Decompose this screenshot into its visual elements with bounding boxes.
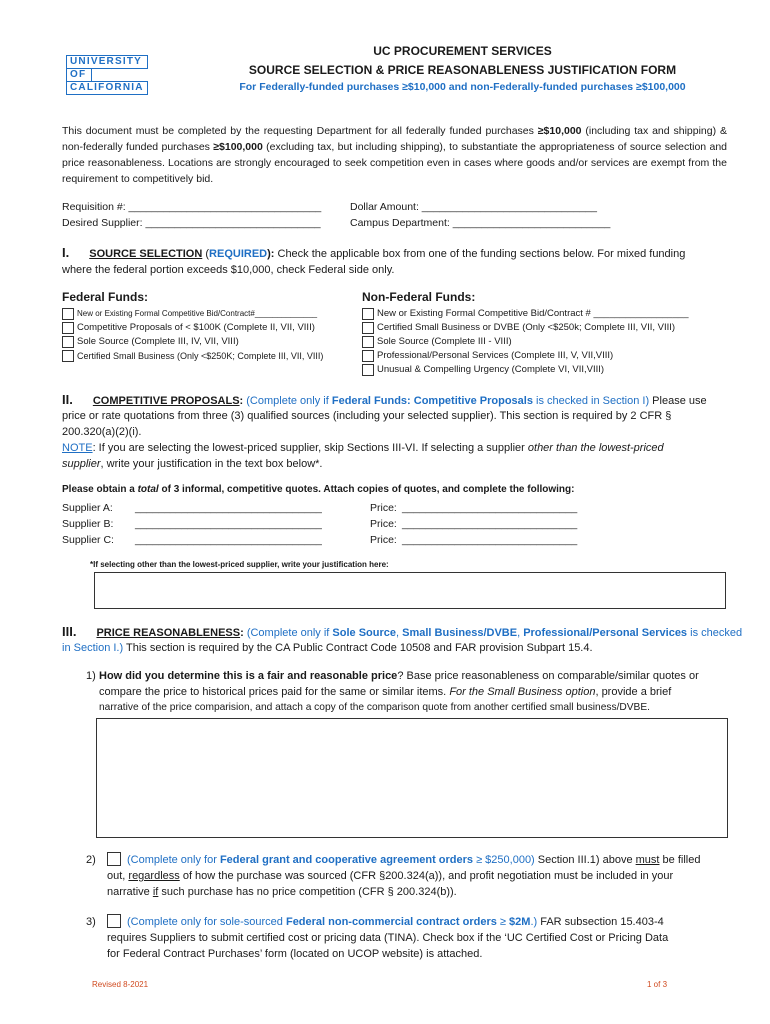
page-number: 1 of 3 (647, 980, 668, 989)
uc-logo (66, 56, 148, 95)
section-2-text-3: 200.320(a)(2)(i). (62, 426, 142, 438)
question-1-number: 1) (86, 670, 96, 682)
checkbox[interactable] (362, 322, 374, 334)
checkbox[interactable] (62, 350, 74, 362)
supplier-c-label: Supplier C: (62, 534, 114, 546)
section-2-text-d: Please use (649, 395, 707, 407)
section-3-text-3: , (396, 627, 403, 639)
header-title: UC PROCUREMENT SERVICES (373, 44, 552, 58)
question-1-line-2 (99, 684, 727, 700)
option-label: Sole Source (Complete III - VIII) (377, 336, 512, 347)
section-3-colon: : (240, 627, 247, 639)
note-text-a: : If you are selecting the lowest-priced supplier, skip Sections III-VI. If selecting a supplier (92, 442, 528, 454)
section-2-text-c: is checked in Section I) (532, 395, 650, 407)
question-2-text-l: such purchase has no price competition (CFR § 200.324(b)). (158, 886, 457, 898)
question-2-text-k: if (152, 886, 159, 898)
question-3-checkbox-wrap (107, 914, 129, 931)
intro-text-a: This document must be completed by the requesting Department for all federally funded purchases (62, 125, 538, 137)
section-1-text-2: where the federal portion exceeds $10,000, check Federal side only. (62, 264, 395, 276)
checkbox[interactable] (62, 322, 74, 334)
section-2-text-a: (Complete only if (243, 395, 332, 407)
intro-text-d: ≥$100,000 (213, 141, 263, 153)
nonfederal-option-formal-bid[interactable] (362, 307, 689, 321)
campus-department-field[interactable]: Campus Department: ___________________________ (350, 217, 611, 229)
section-3-text-1: (Complete only if (246, 627, 333, 639)
question-2-line-2 (107, 868, 727, 884)
question-2-text-c: ≥ $250,000) (473, 854, 535, 866)
nonfederal-option-sole-source[interactable] (362, 335, 689, 349)
note-text-c: supplier (62, 458, 101, 470)
section-2-heading (62, 392, 742, 409)
question-2-checkbox[interactable] (107, 852, 121, 866)
question-2-text-e: must (635, 854, 660, 866)
price-c-field[interactable]: ______________________________ (402, 534, 578, 546)
supplier-b-field[interactable]: ________________________________ (135, 518, 322, 530)
question-1-text-c: For the Small Business option (449, 686, 596, 698)
revision-date: Revised 8-2021 (92, 980, 149, 989)
price-reasonableness-textbox[interactable] (96, 718, 728, 838)
price-a-field[interactable]: ______________________________ (402, 502, 578, 514)
section-1-text-1: Check the applicable box from one of the funding sections below. For mixed funding (274, 248, 686, 260)
section-3-text-9: This section is required by the CA Public Contract Code 10508 and FAR provision Subpart 15.4. (123, 642, 593, 654)
question-2-text-h: regardless (128, 870, 180, 882)
federal-option-formal-bid[interactable] (62, 307, 323, 321)
requisition-field[interactable]: Requisition #: _________________________________ (62, 201, 322, 213)
federal-funds-heading: Federal Funds: (62, 290, 149, 304)
dollar-amount-field[interactable]: Dollar Amount: ______________________________ (350, 201, 597, 213)
section-1-paren-close: ): (267, 248, 275, 260)
question-2-text-f: be filled (659, 854, 701, 866)
non-federal-funds-heading: Non-Federal Funds: (362, 290, 476, 304)
question-3-text-e: .) (530, 916, 538, 928)
section-2-title: COMPETITIVE PROPOSALS (92, 395, 240, 407)
form-header (180, 42, 745, 94)
section-3-title: PRICE REASONABLENESS (96, 627, 241, 639)
federal-funds-options (62, 307, 323, 363)
supplier-labels (62, 500, 114, 548)
intro-text-c: (including tax and shipping) & non-federally funded purchases (62, 125, 727, 153)
question-3-text-c: ≥ (496, 916, 510, 928)
federal-option-small-business[interactable] (62, 349, 323, 363)
non-federal-funds-options (362, 307, 689, 377)
intro-paragraph (62, 123, 727, 187)
federal-option-competitive-proposals[interactable] (62, 321, 323, 335)
question-3-text-a: (Complete only for sole-sourced (127, 916, 286, 928)
question-3-text-f: FAR subsection 15.403-4 (537, 916, 664, 928)
question-2-text-i: of how the purchase was sourced (CFR §200.324(a)), and profit negotiation must be included in your (179, 870, 674, 882)
question-2-number: 2) (86, 854, 96, 866)
section-3-heading (62, 624, 743, 641)
section-2-numeral: II. (62, 392, 73, 407)
nonfederal-option-professional-services[interactable] (362, 349, 689, 363)
section-2-text-b: Federal Funds: Competitive Proposals (331, 395, 533, 407)
option-label: New or Existing Formal Competitive Bid/Contract#______________ (77, 309, 318, 318)
option-label: New or Existing Formal Competitive Bid/Contract # __________________ (377, 308, 689, 319)
question-2-text-a: (Complete only for (127, 854, 220, 866)
price-a-label: Price: (370, 502, 397, 514)
price-c-label: Price: (370, 534, 397, 546)
instruction-text-c: of 3 informal, competitive quotes. Attach copies of quotes, and complete the following: (158, 484, 575, 495)
intro-text-e: (excluding tax, but including shipping), to substantiate the appropriateness of source selection and price reasonableness. Locations are strongly encouraged to seek competition even in cases where goods and/or services are exempt from the requirement to competitively bid. (62, 141, 727, 185)
question-3-line-3: for Federal Contract Purchases’ form (located on UCOP website) is attached. (107, 948, 483, 960)
note-text-d: , write your justification in the text box below*. (100, 458, 323, 470)
question-2-checkbox-wrap (107, 852, 129, 869)
question-2-text-d: Section III.1) above (534, 854, 636, 866)
question-1-bold: How did you determine this is a fair and reasonable price (99, 670, 398, 682)
note-text-b: other than the lowest-priced (527, 442, 664, 454)
instruction-text-a: Please obtain a (62, 484, 138, 495)
checkbox[interactable] (362, 308, 374, 320)
note-label: NOTE (62, 442, 93, 454)
section-2-colon: : (239, 395, 244, 407)
section-3-numeral: III. (62, 624, 77, 639)
question-1-text-b: compare the price to historical prices paid for the same or similar items. (99, 686, 450, 698)
question-1-line-3: narrative of the price comparision, and attach a copy of the comparison quote from another certified small business/DVBE. (99, 702, 650, 713)
form-subtitle: For Federally-funded purchases ≥$10,000 and non-Federally-funded purchases ≥$100,000 (239, 81, 686, 93)
form-title: SOURCE SELECTION & PRICE REASONABLENESS JUSTIFICATION FORM (248, 63, 677, 77)
option-label: Certified Small Business or DVBE (Only <$250k; Complete III, VII, VIII) (377, 322, 676, 333)
question-3-checkbox[interactable] (107, 914, 121, 928)
federal-option-sole-source[interactable] (62, 335, 323, 349)
section-1-heading (62, 245, 742, 262)
section-3-text-4: Small Business/DVBE (402, 627, 518, 639)
section-1-title: SOURCE SELECTION (89, 248, 203, 260)
question-2-text-b: Federal grant and cooperative agreement orders (219, 854, 474, 866)
section-2-text-2: price or rate quotations from three (3) qualified sources (including your selected supplier). This section is required by 2 CFR § (62, 410, 672, 422)
section-2-note-cont (62, 456, 322, 472)
supplier-fields (135, 500, 322, 548)
instruction-text-b: total (137, 484, 159, 495)
question-1-text-d: , provide a brief (595, 686, 672, 698)
question-1-text (99, 668, 727, 684)
section-3-text-2: Sole Source (332, 627, 396, 639)
section-3-text-6: Professional/Personal Services (523, 627, 688, 639)
supplier-a-field[interactable]: ________________________________ (135, 502, 322, 514)
option-label: Unusual & Compelling Urgency (Complete VI, VII,VIII) (377, 364, 605, 375)
price-fields (402, 500, 577, 548)
desired-supplier-field[interactable]: Desired Supplier: ______________________________ (62, 217, 321, 229)
question-1-text-a: ? Base price reasonableness on comparable/similar quotes or (397, 670, 699, 682)
option-label: Sole Source (Complete III, IV, VII, VIII) (77, 336, 239, 347)
logo-line-3: CALIFORNIA (66, 81, 148, 95)
question-2-text-j: narrative (107, 886, 153, 898)
section-1-paren-open: ( (202, 248, 210, 260)
checkbox[interactable] (362, 336, 374, 348)
question-2-text-g: out, (107, 870, 129, 882)
nonfederal-option-small-business-dvbe[interactable] (362, 321, 689, 335)
justification-label: *If selecting other than the lowest-priced supplier, write your justification here: (90, 560, 389, 569)
required-label: REQUIRED (209, 248, 268, 260)
checkbox[interactable] (362, 364, 374, 376)
question-3-line-1 (127, 914, 727, 930)
question-3-line-2: requires Suppliers to submit certified cost or pricing data (TINA). Check box if the ‘UC Certified Cost or Pricing Data (107, 932, 669, 944)
supplier-a-label: Supplier A: (62, 502, 113, 514)
section-1-numeral: I. (62, 245, 70, 260)
option-label: Competitive Proposals of < $100K (Complete II, VII, VIII) (77, 322, 315, 333)
nonfederal-option-urgency[interactable] (362, 363, 689, 377)
option-label: Certified Small Business (Only <$250K; Complete III, VII, VIII) (77, 351, 324, 361)
price-b-label: Price: (370, 518, 397, 530)
checkbox[interactable] (362, 350, 374, 362)
supplier-b-label: Supplier B: (62, 518, 114, 530)
checkbox[interactable] (62, 308, 74, 320)
section-3-text-8: in Section I.) (62, 642, 124, 654)
justification-textbox[interactable] (94, 572, 726, 609)
question-3-text-b: Federal non-commercial contract orders (285, 916, 497, 928)
price-b-field[interactable]: ______________________________ (402, 518, 578, 530)
question-2-line-1 (127, 852, 727, 868)
question-3-number: 3) (86, 916, 96, 928)
section-3-text-7: is checked (687, 627, 743, 639)
section-3-text-5: , (517, 627, 524, 639)
price-labels (370, 500, 397, 548)
section-3-subtext (62, 640, 593, 656)
intro-text-b: ≥$10,000 (537, 125, 582, 137)
question-3-text-d: $2M (509, 916, 531, 928)
supplier-c-field[interactable]: ________________________________ (135, 534, 322, 546)
checkbox[interactable] (62, 336, 74, 348)
logo-line-1: UNIVERSITY (66, 55, 148, 69)
question-2-line-3 (107, 884, 457, 900)
section-2-note (62, 440, 726, 456)
option-label: Professional/Personal Services (Complete III, V, VII,VIII) (377, 350, 614, 361)
logo-line-2: OF (66, 68, 92, 82)
quotes-instruction (62, 484, 574, 495)
